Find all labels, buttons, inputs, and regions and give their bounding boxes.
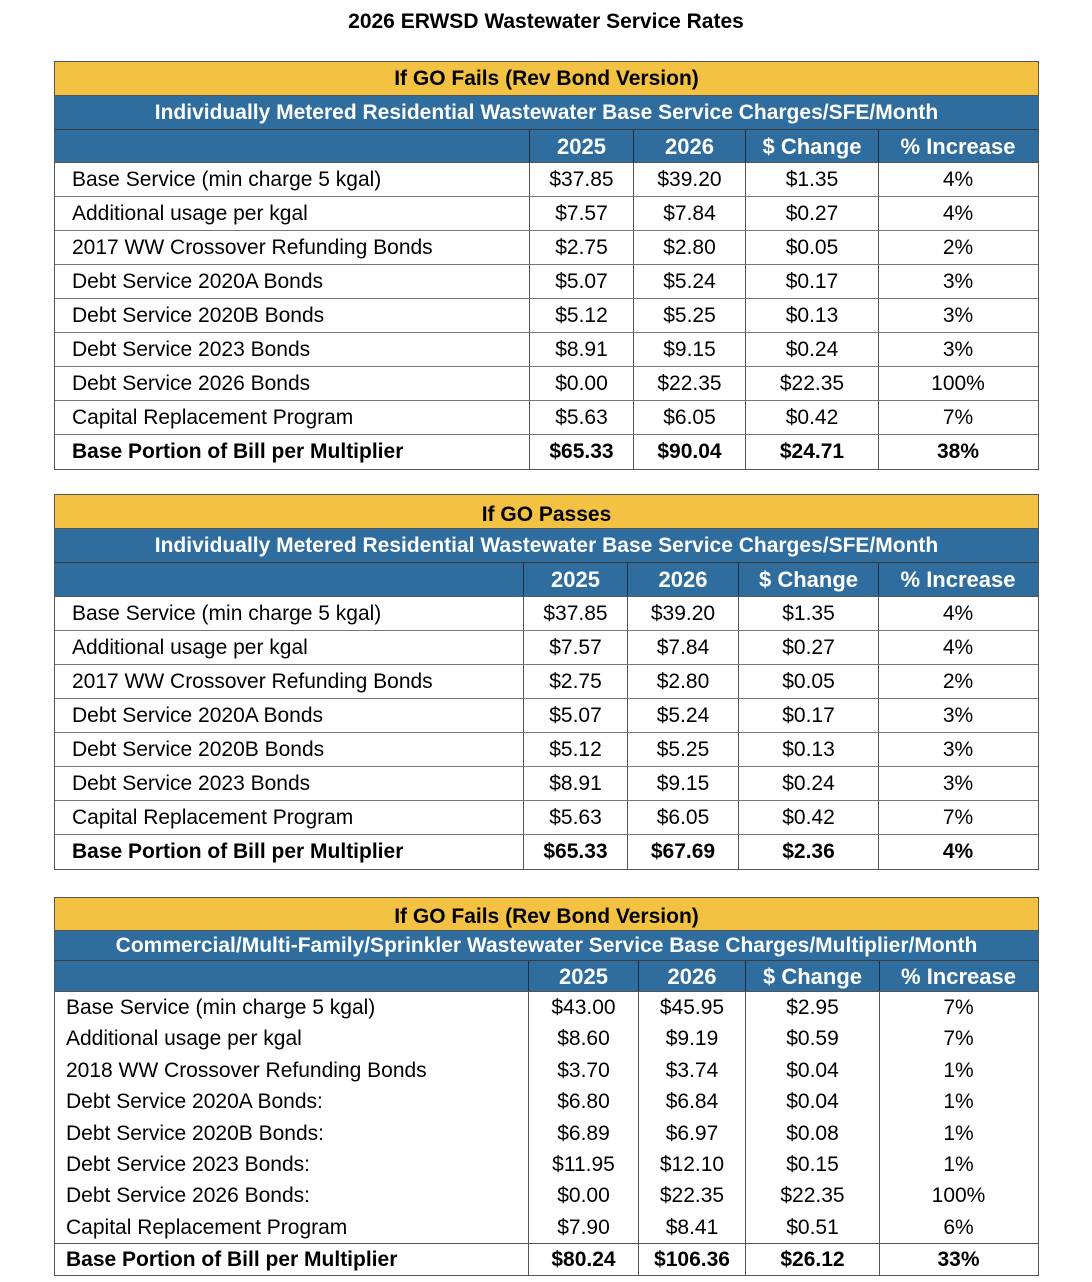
cell-pct-increase: 4% bbox=[878, 597, 1037, 630]
cell-2025: $5.07 bbox=[529, 265, 633, 298]
cell-2025: $5.63 bbox=[523, 801, 627, 834]
table-row bbox=[55, 1055, 1038, 1086]
cell-pct-increase: 1% bbox=[879, 1055, 1037, 1086]
cell-pct-increase: 3% bbox=[878, 699, 1037, 732]
column-header-pct-increase: % Increase bbox=[878, 130, 1037, 162]
cell-2025: $0.00 bbox=[528, 1180, 638, 1211]
cell-2026: $9.15 bbox=[633, 333, 745, 366]
cell-pct-increase: 3% bbox=[878, 733, 1037, 766]
cell-2026: $7.84 bbox=[633, 197, 745, 230]
scenario-header: If GO Passes bbox=[55, 495, 1038, 529]
cell-2026: $2.80 bbox=[633, 231, 745, 264]
cell-change: $26.12 bbox=[745, 1244, 879, 1274]
table-row bbox=[55, 631, 1038, 665]
cell-2025: $5.07 bbox=[523, 699, 627, 732]
cell-pct-increase: 7% bbox=[878, 401, 1037, 434]
cell-2026: $9.19 bbox=[638, 1023, 745, 1054]
cell-2025: $37.85 bbox=[529, 163, 633, 196]
cell-pct-increase: 2% bbox=[878, 665, 1037, 698]
cell-2026: $5.25 bbox=[627, 733, 738, 766]
cell-pct-increase: 33% bbox=[879, 1244, 1037, 1274]
cell-pct-increase: 1% bbox=[879, 1086, 1037, 1117]
table-body bbox=[55, 163, 1038, 469]
cell-pct-increase: 3% bbox=[878, 333, 1037, 366]
table-row bbox=[55, 597, 1038, 631]
table-row bbox=[55, 767, 1038, 801]
row-label: Base Service (min charge 5 kgal) bbox=[72, 168, 382, 191]
table-row bbox=[55, 1149, 1038, 1180]
table-row bbox=[55, 299, 1038, 333]
column-header-pct-increase: % Increase bbox=[879, 961, 1037, 991]
scenario-header: If GO Fails (Rev Bond Version) bbox=[55, 62, 1038, 96]
column-header-change: $ Change bbox=[745, 130, 878, 162]
row-label: Debt Service 2026 Bonds bbox=[72, 372, 311, 395]
table-row bbox=[55, 231, 1038, 265]
cell-2026: $39.20 bbox=[633, 163, 745, 196]
table-row bbox=[55, 265, 1038, 299]
cell-2025: $0.00 bbox=[529, 367, 633, 400]
table-row bbox=[55, 1180, 1038, 1211]
cell-pct-increase: 2% bbox=[878, 231, 1037, 264]
table-row bbox=[55, 992, 1038, 1023]
row-label: Additional usage per kgal bbox=[72, 202, 308, 225]
table-row bbox=[55, 1023, 1038, 1054]
cell-change: $0.24 bbox=[745, 333, 878, 366]
row-label: Debt Service 2020A Bonds: bbox=[66, 1090, 323, 1114]
cell-pct-increase: 3% bbox=[878, 265, 1037, 298]
cell-2026: $6.05 bbox=[633, 401, 745, 434]
cell-2025: $80.24 bbox=[528, 1244, 638, 1274]
table-row bbox=[55, 367, 1038, 401]
table-body bbox=[55, 992, 1038, 1275]
table-row bbox=[55, 1118, 1038, 1149]
cell-2026: $22.35 bbox=[638, 1180, 745, 1211]
table-row bbox=[55, 665, 1038, 699]
cell-2026: $5.24 bbox=[633, 265, 745, 298]
column-header-2026: 2026 bbox=[638, 961, 745, 991]
column-header-blank bbox=[55, 961, 528, 991]
cell-2025: $3.70 bbox=[528, 1055, 638, 1086]
row-label: Capital Replacement Program bbox=[72, 806, 354, 829]
column-header-change: $ Change bbox=[745, 961, 879, 991]
cell-2026: $90.04 bbox=[633, 435, 745, 469]
cell-2026: $106.36 bbox=[638, 1244, 745, 1274]
row-label: Base Portion of Bill per Multiplier bbox=[72, 440, 404, 463]
table-body bbox=[55, 597, 1038, 869]
cell-2026: $7.84 bbox=[627, 631, 738, 664]
cell-2026: $2.80 bbox=[627, 665, 738, 698]
cell-pct-increase: 38% bbox=[878, 435, 1037, 469]
cell-change: $0.59 bbox=[745, 1023, 879, 1054]
row-label: Debt Service 2023 Bonds bbox=[72, 338, 311, 361]
cell-change: $0.08 bbox=[745, 1118, 879, 1149]
cell-pct-increase: 100% bbox=[879, 1180, 1037, 1211]
table-row bbox=[55, 163, 1038, 197]
cell-change: $1.35 bbox=[745, 163, 878, 196]
cell-2026: $3.74 bbox=[638, 1055, 745, 1086]
rate-table-go-fails-residential bbox=[54, 61, 1039, 470]
scenario-header: If GO Fails (Rev Bond Version) bbox=[55, 898, 1038, 931]
cell-pct-increase: 1% bbox=[879, 1118, 1037, 1149]
table-row bbox=[55, 699, 1038, 733]
rate-table-go-passes-residential bbox=[54, 494, 1039, 870]
cell-change: $0.17 bbox=[745, 265, 878, 298]
cell-2025: $11.95 bbox=[528, 1149, 638, 1180]
cell-change: $0.05 bbox=[738, 665, 878, 698]
cell-change: $24.71 bbox=[745, 435, 878, 469]
cell-2025: $2.75 bbox=[529, 231, 633, 264]
cell-2026: $12.10 bbox=[638, 1149, 745, 1180]
cell-2026: $45.95 bbox=[638, 992, 745, 1023]
cell-change: $0.04 bbox=[745, 1086, 879, 1117]
row-label: Debt Service 2020B Bonds: bbox=[66, 1121, 324, 1145]
column-header-2026: 2026 bbox=[633, 130, 745, 162]
cell-pct-increase: 6% bbox=[879, 1212, 1037, 1243]
column-header-2025: 2025 bbox=[523, 563, 627, 596]
table-row bbox=[55, 401, 1038, 435]
cell-change: $0.42 bbox=[745, 401, 878, 434]
cell-2026: $8.41 bbox=[638, 1212, 745, 1243]
rate-table-go-fails-commercial bbox=[54, 897, 1039, 1276]
row-label: Base Service (min charge 5 kgal) bbox=[72, 602, 382, 625]
cell-change: $22.35 bbox=[745, 1180, 879, 1211]
cell-2025: $65.33 bbox=[523, 835, 627, 869]
cell-change: $0.27 bbox=[738, 631, 878, 664]
cell-2025: $7.57 bbox=[523, 631, 627, 664]
cell-2025: $8.91 bbox=[523, 767, 627, 800]
cell-pct-increase: 7% bbox=[878, 801, 1037, 834]
cell-2026: $5.24 bbox=[627, 699, 738, 732]
cell-2025: $65.33 bbox=[529, 435, 633, 469]
page-title: 2026 ERWSD Wastewater Service Rates bbox=[348, 10, 744, 33]
cell-change: $0.17 bbox=[738, 699, 878, 732]
table-subtitle: Commercial/Multi-Family/Sprinkler Wastewater Service Base Charges/Multiplier/Month bbox=[55, 931, 1038, 961]
cell-2025: $37.85 bbox=[523, 597, 627, 630]
row-label: Capital Replacement Program bbox=[72, 406, 354, 429]
cell-change: $0.27 bbox=[745, 197, 878, 230]
cell-2025: $6.89 bbox=[528, 1118, 638, 1149]
column-header-2025: 2025 bbox=[529, 130, 633, 162]
cell-2025: $2.75 bbox=[523, 665, 627, 698]
cell-pct-increase: 7% bbox=[879, 992, 1037, 1023]
row-label: Debt Service 2020B Bonds bbox=[72, 738, 325, 761]
cell-2025: $6.80 bbox=[528, 1086, 638, 1117]
column-header-blank bbox=[55, 563, 523, 596]
cell-change: $0.51 bbox=[745, 1212, 879, 1243]
table-subtitle: Individually Metered Residential Wastewater Base Service Charges/SFE/Month bbox=[55, 529, 1038, 563]
cell-2025: $7.57 bbox=[529, 197, 633, 230]
row-label: 2017 WW Crossover Refunding Bonds bbox=[72, 236, 433, 259]
cell-change: $22.35 bbox=[745, 367, 878, 400]
cell-2025: $8.60 bbox=[528, 1023, 638, 1054]
cell-2026: $6.97 bbox=[638, 1118, 745, 1149]
cell-change: $0.13 bbox=[738, 733, 878, 766]
table-row bbox=[55, 333, 1038, 367]
table-row bbox=[55, 1086, 1038, 1117]
cell-change: $0.04 bbox=[745, 1055, 879, 1086]
cell-change: $0.42 bbox=[738, 801, 878, 834]
row-label: Debt Service 2020A Bonds bbox=[72, 270, 323, 293]
column-header-pct-increase: % Increase bbox=[878, 563, 1037, 596]
cell-change: $2.36 bbox=[738, 835, 878, 869]
cell-change: $0.24 bbox=[738, 767, 878, 800]
column-header-row bbox=[55, 961, 1038, 992]
cell-2025: $5.63 bbox=[529, 401, 633, 434]
cell-2026: $22.35 bbox=[633, 367, 745, 400]
cell-2025: $5.12 bbox=[523, 733, 627, 766]
cell-2026: $39.20 bbox=[627, 597, 738, 630]
cell-pct-increase: 4% bbox=[878, 163, 1037, 196]
cell-change: $2.95 bbox=[745, 992, 879, 1023]
cell-2026: $67.69 bbox=[627, 835, 738, 869]
row-label: Debt Service 2026 Bonds: bbox=[66, 1184, 310, 1208]
row-label: Base Portion of Bill per Multiplier bbox=[72, 840, 404, 863]
cell-pct-increase: 1% bbox=[879, 1149, 1037, 1180]
cell-change: $0.05 bbox=[745, 231, 878, 264]
cell-pct-increase: 3% bbox=[878, 299, 1037, 332]
column-header-row bbox=[55, 130, 1038, 163]
row-label: Capital Replacement Program bbox=[66, 1215, 348, 1239]
row-label: 2017 WW Crossover Refunding Bonds bbox=[72, 670, 433, 693]
table-row bbox=[55, 197, 1038, 231]
cell-pct-increase: 3% bbox=[878, 767, 1037, 800]
cell-change: $0.13 bbox=[745, 299, 878, 332]
table-subtitle: Individually Metered Residential Wastewater Base Service Charges/SFE/Month bbox=[55, 96, 1038, 130]
cell-pct-increase: 4% bbox=[878, 197, 1037, 230]
column-header-2025: 2025 bbox=[528, 961, 638, 991]
row-label: Debt Service 2023 Bonds bbox=[72, 772, 311, 795]
table-row bbox=[55, 733, 1038, 767]
total-row bbox=[55, 1243, 1038, 1274]
column-header-blank bbox=[55, 130, 529, 162]
column-header-change: $ Change bbox=[738, 563, 878, 596]
cell-2025: $5.12 bbox=[529, 299, 633, 332]
row-label: Debt Service 2020A Bonds bbox=[72, 704, 323, 727]
row-label: Base Portion of Bill per Multiplier bbox=[66, 1248, 398, 1272]
cell-2025: $7.90 bbox=[528, 1212, 638, 1243]
cell-change: $1.35 bbox=[738, 597, 878, 630]
row-label: Additional usage per kgal bbox=[72, 636, 308, 659]
row-label: 2018 WW Crossover Refunding Bonds bbox=[66, 1058, 427, 1082]
cell-2026: $6.84 bbox=[638, 1086, 745, 1117]
table-row bbox=[55, 1212, 1038, 1243]
row-label: Debt Service 2023 Bonds: bbox=[66, 1152, 310, 1176]
cell-2026: $5.25 bbox=[633, 299, 745, 332]
total-row bbox=[55, 435, 1038, 469]
table-row bbox=[55, 801, 1038, 835]
row-label: Additional usage per kgal bbox=[66, 1027, 302, 1051]
cell-pct-increase: 7% bbox=[879, 1023, 1037, 1054]
column-header-row bbox=[55, 563, 1038, 597]
total-row bbox=[55, 835, 1038, 869]
cell-2025: $43.00 bbox=[528, 992, 638, 1023]
cell-pct-increase: 4% bbox=[878, 631, 1037, 664]
cell-change: $0.15 bbox=[745, 1149, 879, 1180]
column-header-2026: 2026 bbox=[627, 563, 738, 596]
cell-pct-increase: 4% bbox=[878, 835, 1037, 869]
cell-2026: $9.15 bbox=[627, 767, 738, 800]
cell-pct-increase: 100% bbox=[878, 367, 1037, 400]
row-label: Debt Service 2020B Bonds bbox=[72, 304, 325, 327]
cell-2025: $8.91 bbox=[529, 333, 633, 366]
cell-2026: $6.05 bbox=[627, 801, 738, 834]
row-label: Base Service (min charge 5 kgal) bbox=[66, 996, 376, 1019]
